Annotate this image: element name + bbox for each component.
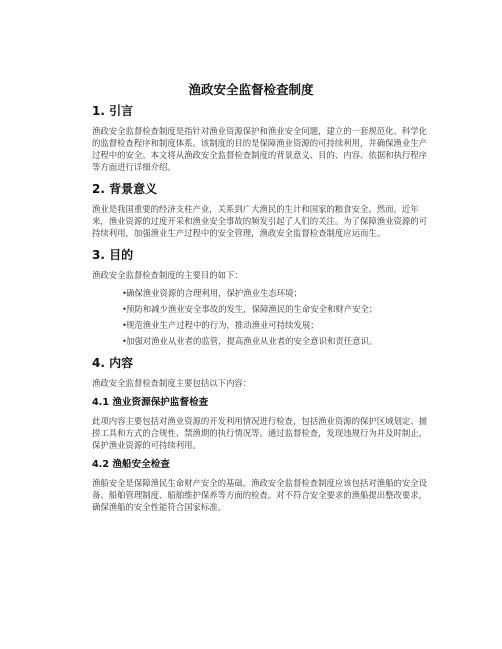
list-item — [92, 335, 432, 347]
list-item — [92, 287, 432, 299]
bullet-icon: • — [122, 304, 127, 314]
subsection-heading: 4.1 渔业资源保护监督检查 — [92, 397, 209, 408]
bullet-icon: • — [122, 320, 127, 330]
section-heading: 2. 背景意义 — [92, 182, 158, 196]
section-intro: 渔政安全监督检查制度的主要目的如下： — [92, 270, 243, 280]
section-paragraph: 渔政安全监督检查制度是指针对渔业资源保护和渔业安全问题，建立的一套规范化、科学化的监督检查程序和制度体系。该制度的目的是保障渔业资源的可持续利用，并确保渔业生产过程中的安全。本文将从渔政安全监督检查制度的背景意义、目的、内容、依据和执行程序等方面进行详细介绍。 — [92, 126, 427, 172]
list-item-text: 确保渔业资源的合理利用，保护渔业生态环境； — [126, 288, 302, 298]
subsection-heading: 4.2 渔船安全检查 — [92, 459, 170, 470]
subsection-vessel-safety — [92, 459, 432, 513]
section-heading: 3. 目的 — [92, 248, 134, 262]
section-purpose — [92, 248, 432, 347]
subsection-paragraph: 渔船安全是保障渔民生命财产安全的基础。渔政安全监督检查制度应该包括对渔船的安全设备、船舶管理制度、船舶维护保养等方面的检查。对不符合安全要求的渔船提出整改要求，确保渔船的安全性能符合国家标准。 — [92, 478, 427, 512]
subsection-resource-protection — [92, 397, 432, 451]
list-item-text: 加强对渔业从业者的监管，提高渔业从业者的安全意识和责任意识。 — [126, 336, 378, 346]
section-intro: 渔政安全监督检查制度主要包括以下内容： — [92, 378, 252, 388]
purpose-list — [92, 287, 432, 347]
section-introduction — [92, 104, 432, 173]
section-background — [92, 182, 432, 239]
section-heading: 4. 内容 — [92, 356, 134, 370]
bullet-icon: • — [122, 288, 127, 298]
list-item — [92, 319, 432, 331]
list-item-text: 规范渔业生产过程中的行为，推动渔业可持续发展； — [126, 320, 319, 330]
subsection-paragraph: 此项内容主要包括对渔业资源的开发利用情况进行检查，包括渔业资源的保护区域划定、捕捞工具和方式的合规性、禁渔期的执行情况等。通过监督检查，发现违规行为并及时制止，保护渔业资源的可持续利用。 — [92, 416, 427, 450]
section-paragraph: 渔业是我国重要的经济支柱产业，关系到广大渔民的生计和国家的粮食安全。然而，近年来，渔业资源的过度开采和渔业安全事故的频发引起了人们的关注。为了保障渔业资源的可持续利用，加强渔业生产过程中的安全管理，渔政安全监督检查制度应运而生。 — [92, 204, 427, 238]
list-item-text: 预防和减少渔业安全事故的发生，保障渔民的生命安全和财产安全； — [126, 304, 378, 314]
document-body — [92, 104, 432, 522]
bullet-icon: • — [122, 336, 127, 346]
list-item — [92, 303, 432, 315]
document-title: 渔政安全监督检查制度 — [188, 82, 314, 97]
section-heading: 1. 引言 — [92, 104, 134, 118]
section-content — [92, 356, 432, 513]
